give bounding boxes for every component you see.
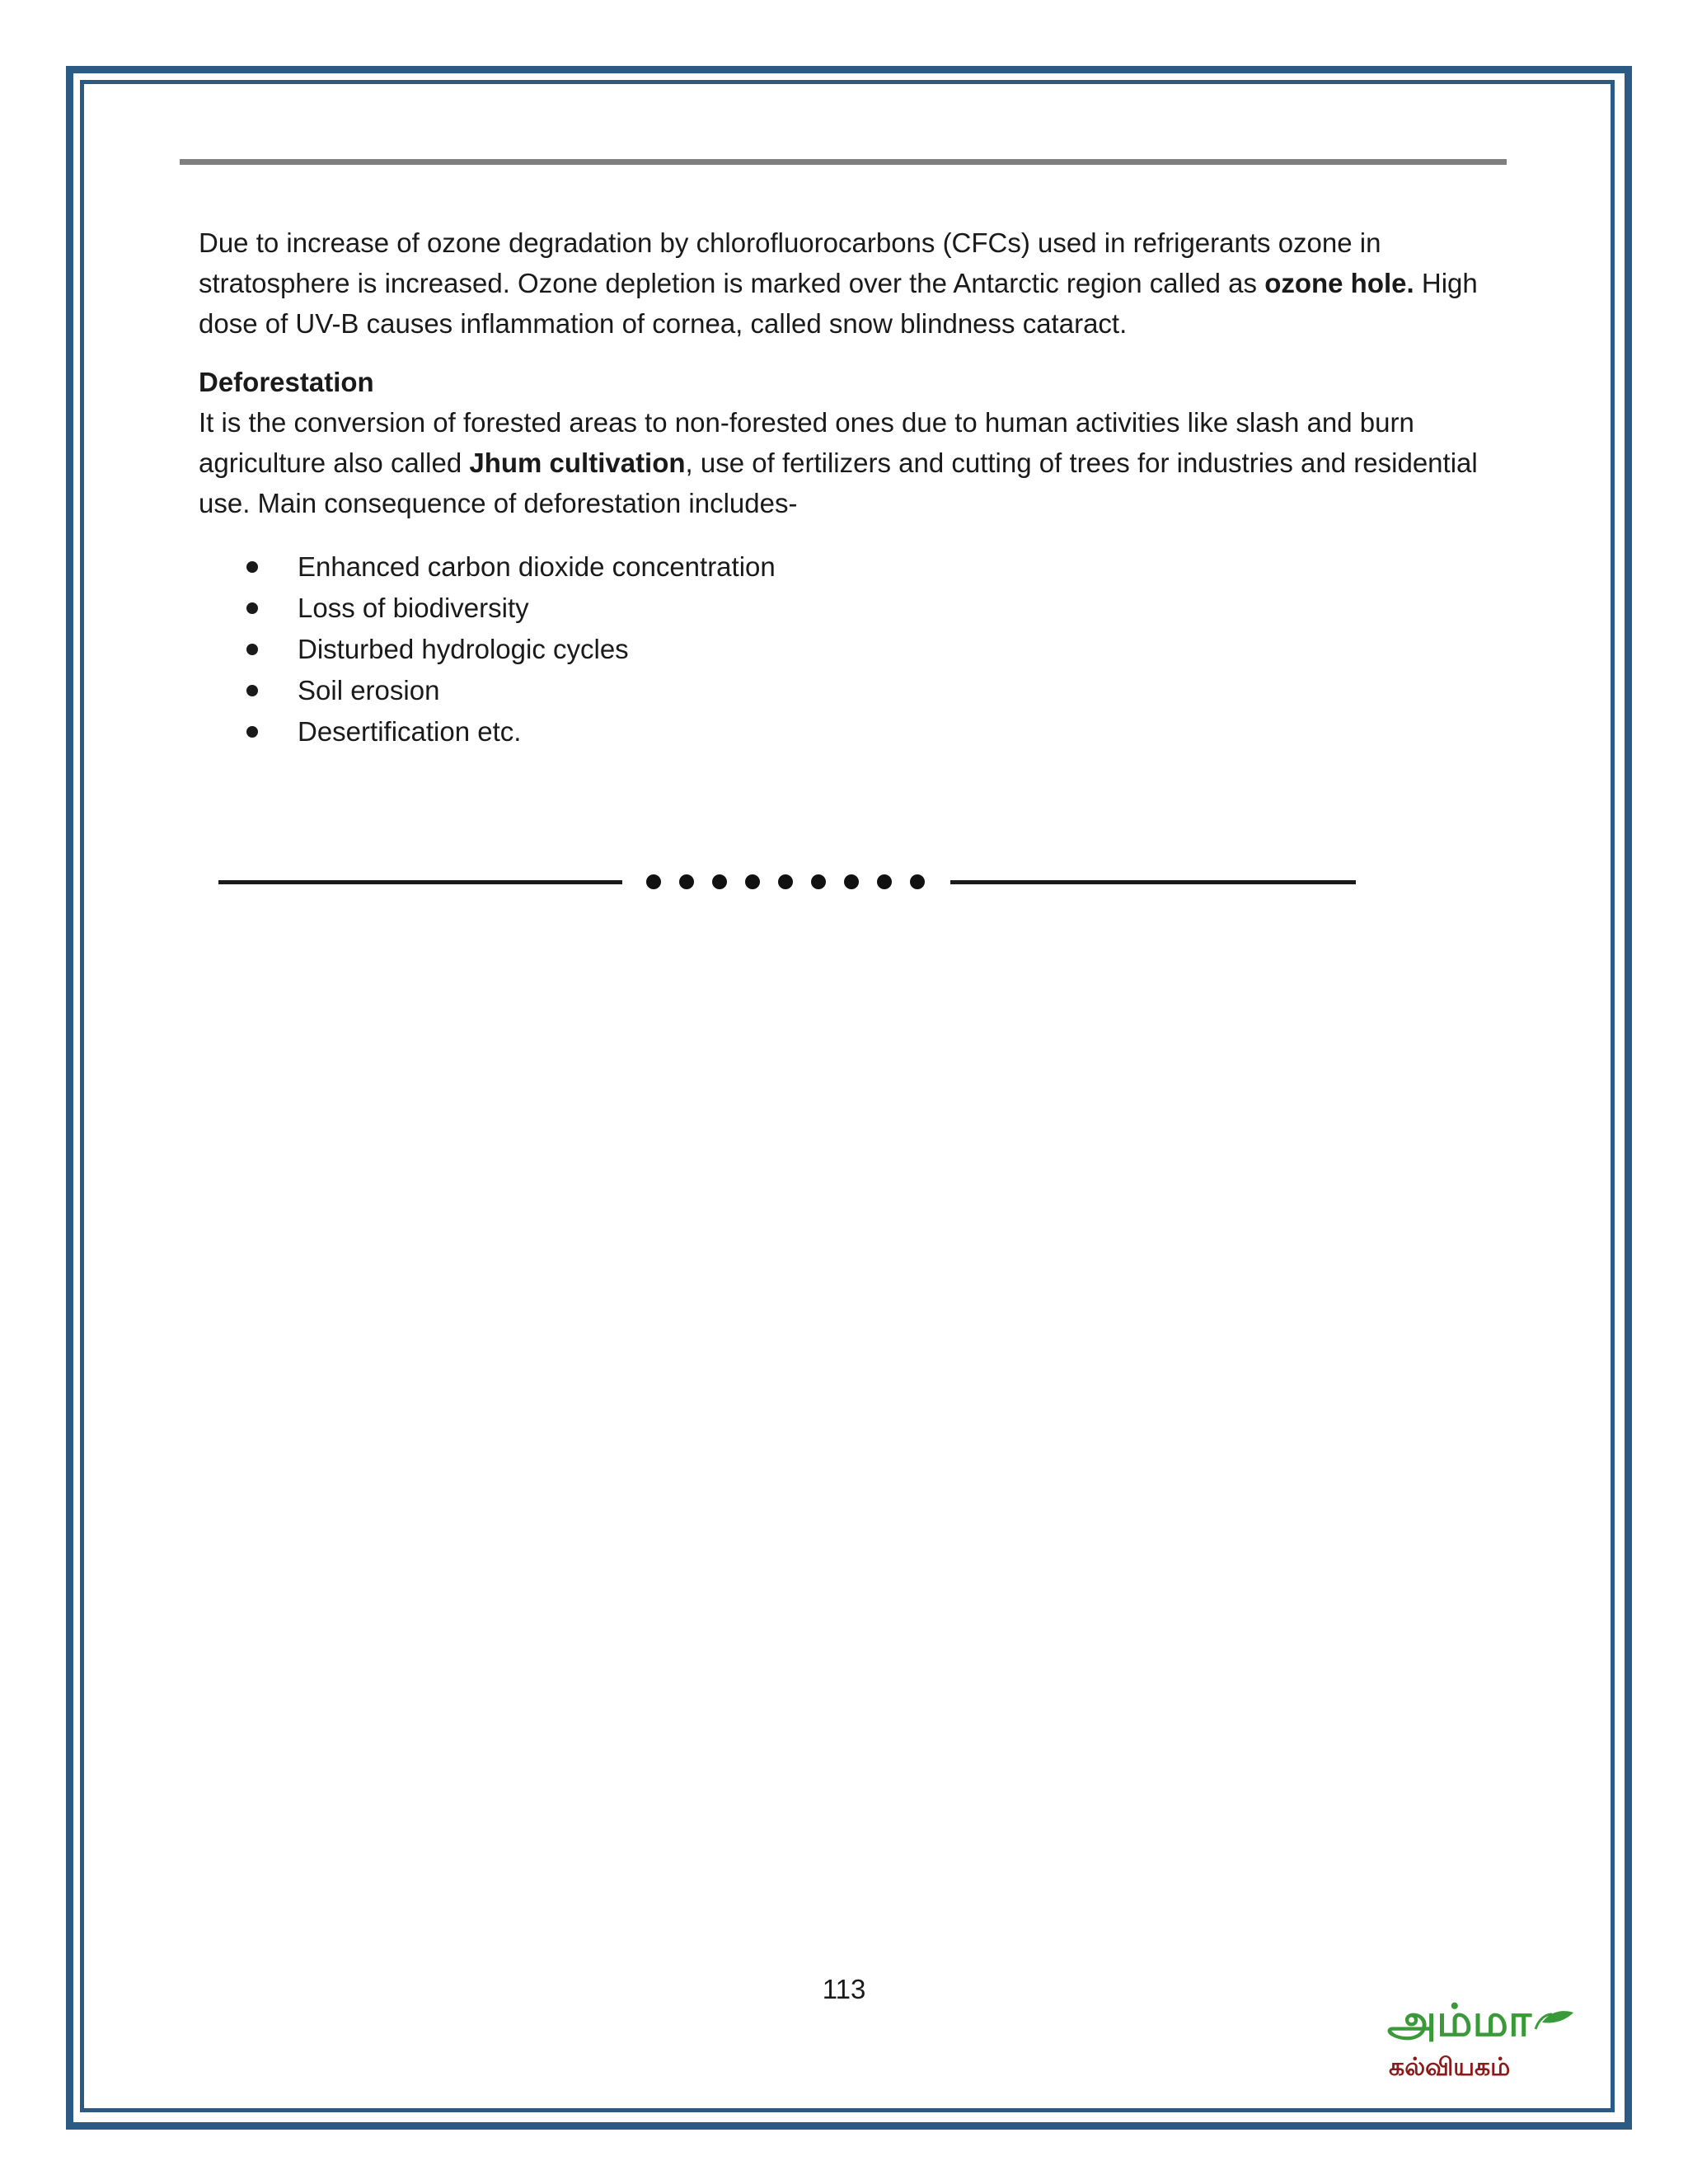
ozone-text-b: High dose of UV-B causes inflammation of cornea, called snow blindness cataract. xyxy=(199,268,1478,339)
bullet-icon xyxy=(246,602,258,614)
deforestation-paragraph xyxy=(199,402,1509,523)
divider-line-right xyxy=(950,880,1356,884)
list-item-text: Disturbed hydrologic cycles xyxy=(298,634,629,664)
section-divider xyxy=(218,865,1356,898)
divider-dot xyxy=(844,874,859,889)
bullet-icon xyxy=(246,726,258,738)
list-item-text: Loss of biodiversity xyxy=(298,593,529,623)
list-item xyxy=(199,546,1509,588)
jhum-term: Jhum cultivation xyxy=(469,448,686,478)
header-rule xyxy=(180,159,1507,165)
list-item xyxy=(199,588,1509,629)
list-item xyxy=(199,711,1509,752)
section-heading: Deforestation xyxy=(199,367,374,397)
bullet-icon xyxy=(246,561,258,573)
ozone-text-a: Due to increase of ozone degradation by chlorofluorocarbons (CFCs) used in refrigerants ozone in stratosphere is increased. Ozone depletion is marked over the Antarctic region called as xyxy=(199,227,1381,298)
ozone-paragraph xyxy=(199,223,1509,344)
page-number: 113 xyxy=(822,1974,866,2004)
divider-dot xyxy=(778,874,793,889)
divider-line-left xyxy=(218,880,622,884)
logo-line1: அம்மா xyxy=(1387,1994,1532,2046)
consequence-list xyxy=(199,546,1509,752)
divider-dot xyxy=(679,874,694,889)
list-item-text: Enhanced carbon dioxide concentration xyxy=(298,551,776,582)
deforestation-text-b: , use of fertilizers and cutting of trees for industries and residential use. Main consequence of deforestation includes- xyxy=(199,448,1478,518)
list-item-text: Soil erosion xyxy=(298,675,440,705)
leaf-icon xyxy=(1542,2011,1573,2022)
divider-dot xyxy=(745,874,760,889)
main-content xyxy=(199,223,1509,752)
amma-kalviyagam-logo xyxy=(1381,1986,1578,2085)
divider-dot xyxy=(712,874,727,889)
bullet-icon xyxy=(246,685,258,696)
list-item xyxy=(199,629,1509,670)
bullet-icon xyxy=(246,644,258,655)
divider-dot xyxy=(877,874,892,889)
divider-dot xyxy=(910,874,925,889)
list-item xyxy=(199,670,1509,711)
logo-line2: கல்வியகம் xyxy=(1389,2053,1511,2082)
deforestation-text-a: It is the conversion of forested areas to non-forested ones due to human activities like slash and burn agriculture also called xyxy=(199,407,1414,478)
ozone-hole-term: ozone hole. xyxy=(1264,268,1414,298)
divider-dot xyxy=(811,874,826,889)
divider-dot xyxy=(646,874,661,889)
list-item-text: Desertification etc. xyxy=(298,716,522,747)
